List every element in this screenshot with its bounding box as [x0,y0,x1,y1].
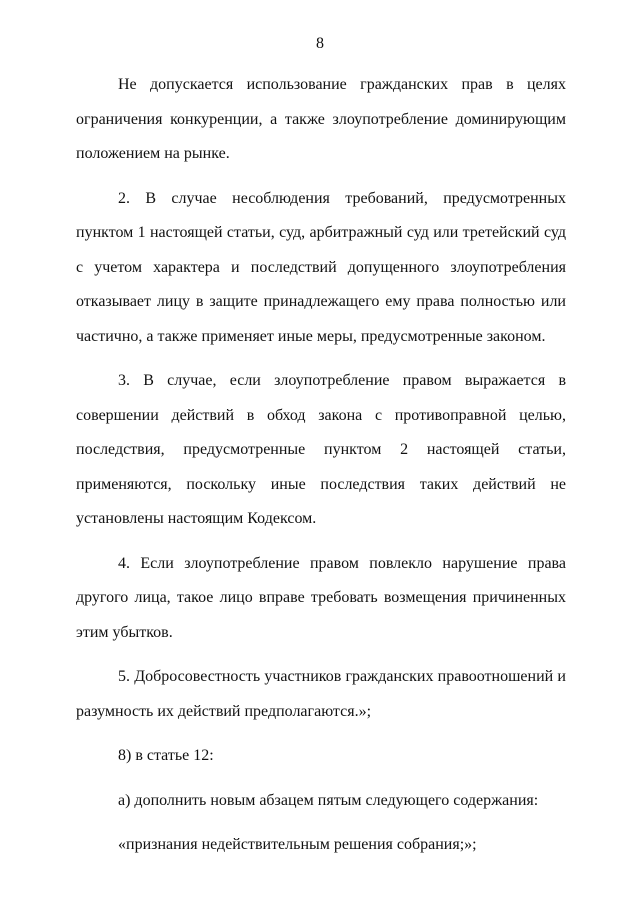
paragraph-8: «признания недействительным решения собрания;»; [118,836,477,853]
paragraph-7: а) дополнить новым абзацем пятым следующего содержания: [118,791,539,809]
paragraph-4: 4. Если злоупотребление правом повлекло нарушение права другого лица, такое лицо вправе требовать возмещения причиненных этим убытков. [76,554,566,641]
document-body [76,68,566,873]
page-number: 8 [316,35,324,52]
paragraph-6: 8) в статье 12: [118,747,214,764]
paragraph-1: Не допускается использование гражданских прав в целях ограничения конкуренции, а также злоупотребление доминирующим положением на рынке. [76,76,566,162]
paragraph-3: 3. В случае, если злоупотребление правом выражается в совершении действий в обход закона с противоправной целью, последствия, предусмотренные пунктом 2 настоящей статьи, применяются, поскольку иные последствия таких действий не установлены настоящим Кодексом. [76,372,566,527]
paragraph-2: 2. В случае несоблюдения требований, предусмотренных пунктом 1 настоящей статьи, суд, арбитражный суд или третейский суд с учетом характера и последствий допущенного злоупотребления отказывает лицу в защите принадлежащего ему права полностью или частично, а также применяет иные меры, предусмотренные законом. [76,189,566,345]
paragraph-5: 5. Добросовестность участников гражданских правоотношений и разумность их действий предполагаются.»; [76,668,566,720]
